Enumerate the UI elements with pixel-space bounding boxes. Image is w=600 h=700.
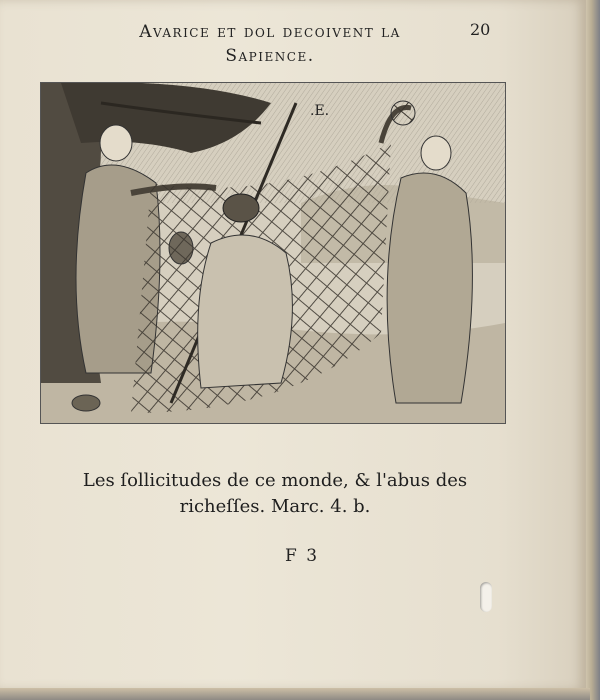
header-title-line-1: Avarice et dol decoivent la bbox=[139, 22, 401, 42]
plate-letter: .E. bbox=[310, 103, 330, 119]
page-edge bbox=[586, 0, 600, 700]
caption-line-2: richeſſes. Marc. 4. b. bbox=[179, 496, 371, 517]
caption bbox=[80, 468, 470, 520]
header-title-line-2: Sapience. bbox=[225, 46, 315, 66]
paper-damage bbox=[480, 582, 492, 612]
page-header bbox=[70, 20, 470, 68]
engraving-picture bbox=[41, 83, 505, 423]
engraving-illustration bbox=[40, 82, 506, 424]
signature-mark: F 3 bbox=[285, 546, 320, 566]
page-bottom-edge bbox=[0, 688, 590, 700]
page-number: 20 bbox=[470, 20, 491, 39]
caption-line-1: Les ſollicitudes de ce monde, & l'abus des bbox=[82, 470, 468, 491]
